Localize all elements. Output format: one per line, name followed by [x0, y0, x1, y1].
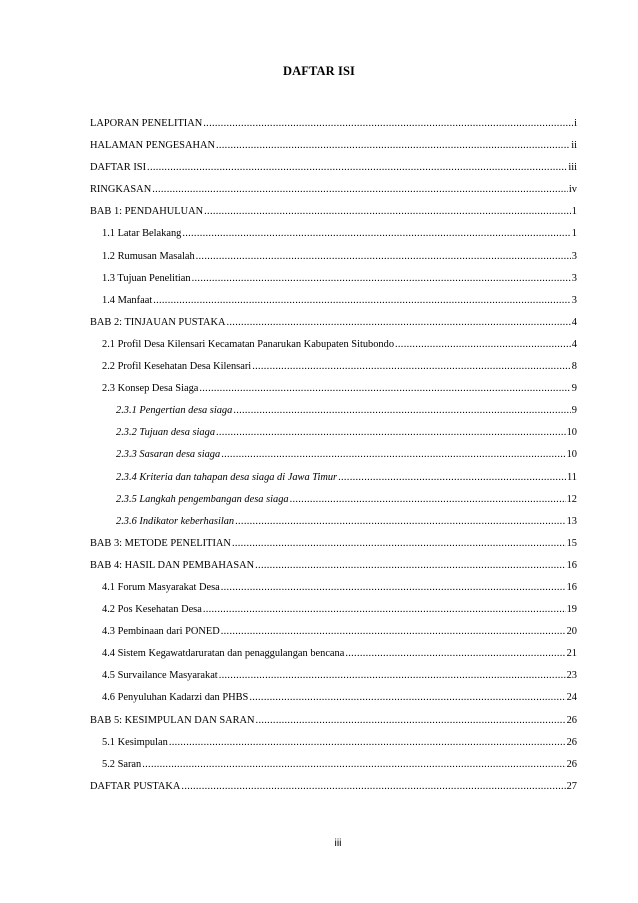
toc-entry-label: 5.2 Saran: [102, 758, 142, 770]
toc-entry-label: 4.6 Penyuluhan Kadarzi dan PHBS: [102, 692, 249, 704]
toc-entry-page: 26: [566, 714, 577, 726]
toc-leader-dots: [204, 206, 571, 217]
toc-entry[interactable]: [90, 339, 577, 361]
toc-entry-label: 4.3 Pembinaan dari PONED: [102, 626, 220, 638]
toc-entry-label: 4.5 Survailance Masyarakat: [102, 670, 218, 682]
toc-entry[interactable]: [90, 494, 577, 516]
toc-entry-label: BAB 5: KESIMPULAN DAN SARAN: [90, 714, 255, 726]
toc-entry-page: 26: [566, 736, 577, 748]
toc-entry-label: 2.3.1 Pengertian desa siaga: [116, 405, 233, 417]
toc-entry-label: 5.1 Kesimpulan: [102, 736, 168, 748]
toc-leader-dots: [233, 405, 570, 416]
toc-leader-dots: [181, 781, 565, 792]
toc-entry[interactable]: [90, 118, 577, 140]
toc-leader-dots: [338, 472, 566, 483]
toc-leader-dots: [235, 516, 565, 527]
toc-entry-label: 2.3 Konsep Desa Siaga: [102, 383, 199, 395]
toc-entry-page: 3: [571, 250, 577, 262]
toc-leader-dots: [395, 339, 571, 350]
toc-entry-page: 8: [571, 361, 577, 373]
toc-entry-page: ii: [571, 140, 577, 152]
toc-entry-label: 1.4 Manfaat: [102, 294, 153, 306]
toc-entry-page: i: [574, 118, 577, 129]
toc-entry[interactable]: [90, 604, 577, 626]
toc-leader-dots: [169, 737, 566, 748]
table-of-contents: [90, 118, 577, 803]
toc-entry[interactable]: [90, 560, 577, 582]
toc-entry[interactable]: [90, 383, 577, 405]
toc-entry-label: 2.1 Profil Desa Kilensari Kecamatan Panarukan Kabupaten Situbondo: [102, 338, 395, 350]
toc-entry-label: 4.2 Pos Kesehatan Desa: [102, 604, 202, 616]
toc-entry[interactable]: [90, 759, 577, 781]
toc-entry-page: 15: [566, 537, 577, 549]
toc-entry-page: 9: [571, 383, 577, 395]
toc-leader-dots: [232, 538, 566, 549]
toc-entry-page: 23: [566, 670, 577, 682]
toc-entry-label: BAB 3: METODE PENELITIAN: [90, 537, 231, 549]
toc-leader-dots: [203, 604, 566, 615]
page-title: DAFTAR ISI: [283, 64, 355, 78]
toc-entry-page: 1: [571, 228, 577, 240]
toc-entry[interactable]: [90, 648, 577, 670]
toc-entry[interactable]: [90, 405, 577, 427]
toc-entry[interactable]: [90, 670, 577, 692]
toc-entry-label: HALAMAN PENGESAHAN: [90, 140, 215, 152]
toc-entry-label: 1.3 Tujuan Penelitian: [102, 272, 191, 284]
toc-entry-label: BAB 2: TINJAUAN PUSTAKA: [90, 316, 226, 328]
toc-entry-label: 4.1 Forum Masyarakat Desa: [102, 581, 220, 593]
toc-leader-dots: [227, 317, 571, 328]
toc-entry[interactable]: [90, 206, 577, 228]
toc-entry[interactable]: [90, 317, 577, 339]
toc-entry[interactable]: [90, 582, 577, 604]
toc-entry-page: 24: [566, 692, 577, 704]
toc-leader-dots: [147, 162, 567, 173]
page-number: iii: [334, 838, 342, 849]
toc-leader-dots: [221, 626, 566, 637]
toc-entry-page: 26: [566, 758, 577, 770]
toc-entry[interactable]: [90, 538, 577, 560]
toc-leader-dots: [252, 361, 571, 372]
toc-leader-dots: [182, 228, 570, 239]
toc-entry[interactable]: [90, 162, 577, 184]
toc-entry-label: DAFTAR ISI: [90, 162, 147, 174]
toc-entry-label: 2.3.2 Tujuan desa siaga: [116, 427, 216, 439]
toc-entry[interactable]: [90, 516, 577, 538]
toc-leader-dots: [192, 273, 571, 284]
toc-entry-label: 1.1 Latar Belakang: [102, 228, 182, 240]
toc-entry[interactable]: [90, 737, 577, 759]
toc-entry-page: iv: [568, 184, 577, 196]
toc-entry-page: 1: [571, 206, 577, 218]
toc-entry[interactable]: [90, 449, 577, 471]
toc-entry-page: 19: [566, 604, 577, 616]
toc-entry-page: 4: [571, 338, 577, 350]
toc-entry-label: 2.3.6 Indikator keberhasilan: [116, 515, 235, 527]
toc-entry-label: 2.3.5 Langkah pengembangan desa siaga: [116, 493, 289, 505]
toc-entry-page: 13: [566, 515, 577, 527]
toc-entry[interactable]: [90, 184, 577, 206]
toc-entry-label: DAFTAR PUSTAKA: [90, 780, 181, 792]
toc-leader-dots: [203, 118, 573, 129]
toc-entry-label: LAPORAN PENELITIAN: [90, 118, 203, 129]
toc-leader-dots: [256, 715, 566, 726]
toc-entry-label: 2.3.4 Kriteria dan tahapan desa siaga di Jawa Timur: [116, 471, 338, 483]
toc-entry-page: 16: [566, 559, 577, 571]
toc-entry-page: 3: [571, 272, 577, 284]
toc-leader-dots: [219, 670, 566, 681]
toc-entry-page: 16: [566, 581, 577, 593]
toc-entry-page: 3: [571, 294, 577, 306]
toc-leader-dots: [290, 494, 566, 505]
toc-entry-label: BAB 1: PENDAHULUAN: [90, 206, 204, 218]
toc-leader-dots: [221, 449, 565, 460]
toc-entry[interactable]: [90, 295, 577, 317]
toc-leader-dots: [196, 251, 571, 262]
toc-entry-label: RINGKASAN: [90, 184, 152, 196]
toc-entry[interactable]: [90, 361, 577, 383]
toc-entry-page: 12: [566, 493, 577, 505]
toc-entry[interactable]: [90, 781, 577, 803]
toc-entry-page: 27: [566, 780, 577, 792]
toc-entry-page: 20: [566, 626, 577, 638]
toc-entry[interactable]: [90, 715, 577, 737]
toc-leader-dots: [142, 759, 565, 770]
toc-leader-dots: [216, 427, 566, 438]
toc-entry[interactable]: [90, 427, 577, 449]
toc-entry-label: 1.2 Rumusan Masalah: [102, 250, 195, 262]
toc-entry[interactable]: [90, 140, 577, 162]
toc-leader-dots: [255, 560, 565, 571]
toc-entry-page: 11: [566, 471, 577, 483]
toc-entry-label: BAB 4: HASIL DAN PEMBAHASAN: [90, 559, 255, 571]
toc-entry-page: 10: [566, 427, 577, 439]
toc-entry[interactable]: [90, 626, 577, 648]
toc-leader-dots: [249, 692, 565, 703]
toc-entry[interactable]: [90, 273, 577, 295]
toc-entry[interactable]: [90, 251, 577, 273]
toc-leader-dots: [345, 648, 565, 659]
toc-entry-page: 10: [566, 449, 577, 461]
toc-leader-dots: [152, 184, 568, 195]
toc-entry-page: 21: [566, 648, 577, 660]
toc-leader-dots: [153, 295, 571, 306]
toc-entry-page: iii: [568, 162, 577, 174]
toc-leader-dots: [199, 383, 570, 394]
toc-entry-label: 2.2 Profil Kesehatan Desa Kilensari: [102, 361, 252, 373]
toc-entry[interactable]: [90, 472, 577, 494]
toc-leader-dots: [216, 140, 570, 151]
toc-entry-label: 2.3.3 Sasaran desa siaga: [116, 449, 221, 461]
toc-leader-dots: [221, 582, 566, 593]
toc-entry-page: 9: [571, 405, 577, 417]
toc-entry[interactable]: [90, 228, 577, 250]
toc-entry-page: 4: [571, 316, 577, 328]
toc-entry-label: 4.4 Sistem Kegawatdaruratan dan penaggulangan bencana: [102, 648, 345, 660]
toc-entry[interactable]: [90, 692, 577, 714]
